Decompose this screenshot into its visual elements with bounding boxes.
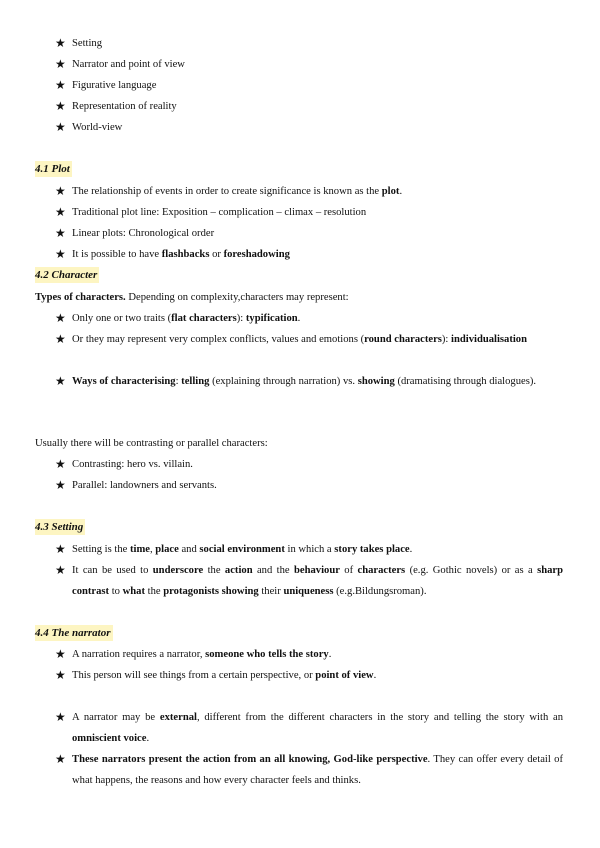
star-bullet-icon: ★ (55, 311, 66, 325)
list-item: ★ Representation of reality (55, 96, 563, 117)
star-bullet-icon: ★ (55, 184, 66, 198)
list-item: ★ Narrator and point of view (55, 54, 563, 75)
star-bullet-icon: ★ (55, 374, 66, 388)
section-heading-setting: 4.3 Setting (35, 521, 84, 533)
star-bullet-icon: ★ (55, 457, 66, 471)
star-bullet-icon: ★ (55, 120, 66, 134)
star-bullet-icon: ★ (55, 332, 66, 346)
list-item: ★ Parallel: landowners and servants. (55, 475, 563, 496)
star-bullet-icon: ★ (55, 78, 66, 92)
section-heading-plot: 4.1 Plot (35, 163, 70, 175)
list-item: ★ Or they may represent very complex conflicts, values and emotions (round characters): individualisation (55, 329, 563, 350)
list-item: ★ The relationship of events in order to create significance is known as the plot. (55, 181, 563, 202)
list-item: ★ Setting (55, 33, 563, 54)
star-bullet-icon: ★ (55, 647, 66, 661)
star-bullet-icon: ★ (55, 563, 66, 577)
star-bullet-icon: ★ (55, 247, 66, 261)
list-item: ★ Traditional plot line: Exposition – complication – climax – resolution (55, 202, 563, 223)
list-item: ★ Figurative language (55, 75, 563, 96)
list-item: ★ Setting is the time, place and social environment in which a story takes place. (55, 539, 563, 560)
list-item: ★ It can be used to underscore the action and the behaviour of characters (e.g. Gothic novels) or as a sharp contrast to what the protagonists showing their uniqueness (e.g.Bildungsroman). (55, 560, 563, 602)
star-bullet-icon: ★ (55, 226, 66, 240)
list-item: ★ These narrators present the action from an all knowing, God-like perspective. They can offer every detail of what happens, the reasons and how every character feels and thinks. (55, 749, 563, 791)
list-item: ★ World-view (55, 117, 563, 138)
star-bullet-icon: ★ (55, 542, 66, 556)
list-item: ★ Linear plots: Chronological order (55, 223, 563, 244)
star-bullet-icon: ★ (55, 752, 66, 766)
list-item: ★ A narrator may be external, different from the different characters in the story and telling the story with an omniscient voice. (55, 707, 563, 749)
star-bullet-icon: ★ (55, 205, 66, 219)
paragraph: Usually there will be contrasting or parallel characters: (35, 438, 268, 449)
list-item: ★ Only one or two traits (flat characters): typification. (55, 308, 563, 329)
star-bullet-icon: ★ (55, 668, 66, 682)
star-bullet-icon: ★ (55, 36, 66, 50)
list-item: ★ A narration requires a narrator, someone who tells the story. (55, 644, 563, 665)
star-bullet-icon: ★ (55, 99, 66, 113)
star-bullet-icon: ★ (55, 710, 66, 724)
list-item: ★ Ways of characterising: telling (explaining through narration) vs. showing (dramatising through dialogues). (55, 371, 563, 392)
section-heading-narrator: 4.4 The narrator (35, 627, 111, 639)
list-item: ★ This person will see things from a certain perspective, or point of view. (55, 665, 563, 686)
star-bullet-icon: ★ (55, 478, 66, 492)
list-item: ★ Contrasting: hero vs. villain. (55, 454, 563, 475)
star-bullet-icon: ★ (55, 57, 66, 71)
section-heading-character: 4.2 Character (35, 269, 98, 281)
paragraph: Types of characters. Depending on complexity,characters may represent: (35, 292, 349, 303)
list-item: ★ It is possible to have flashbacks or foreshadowing (55, 244, 563, 265)
